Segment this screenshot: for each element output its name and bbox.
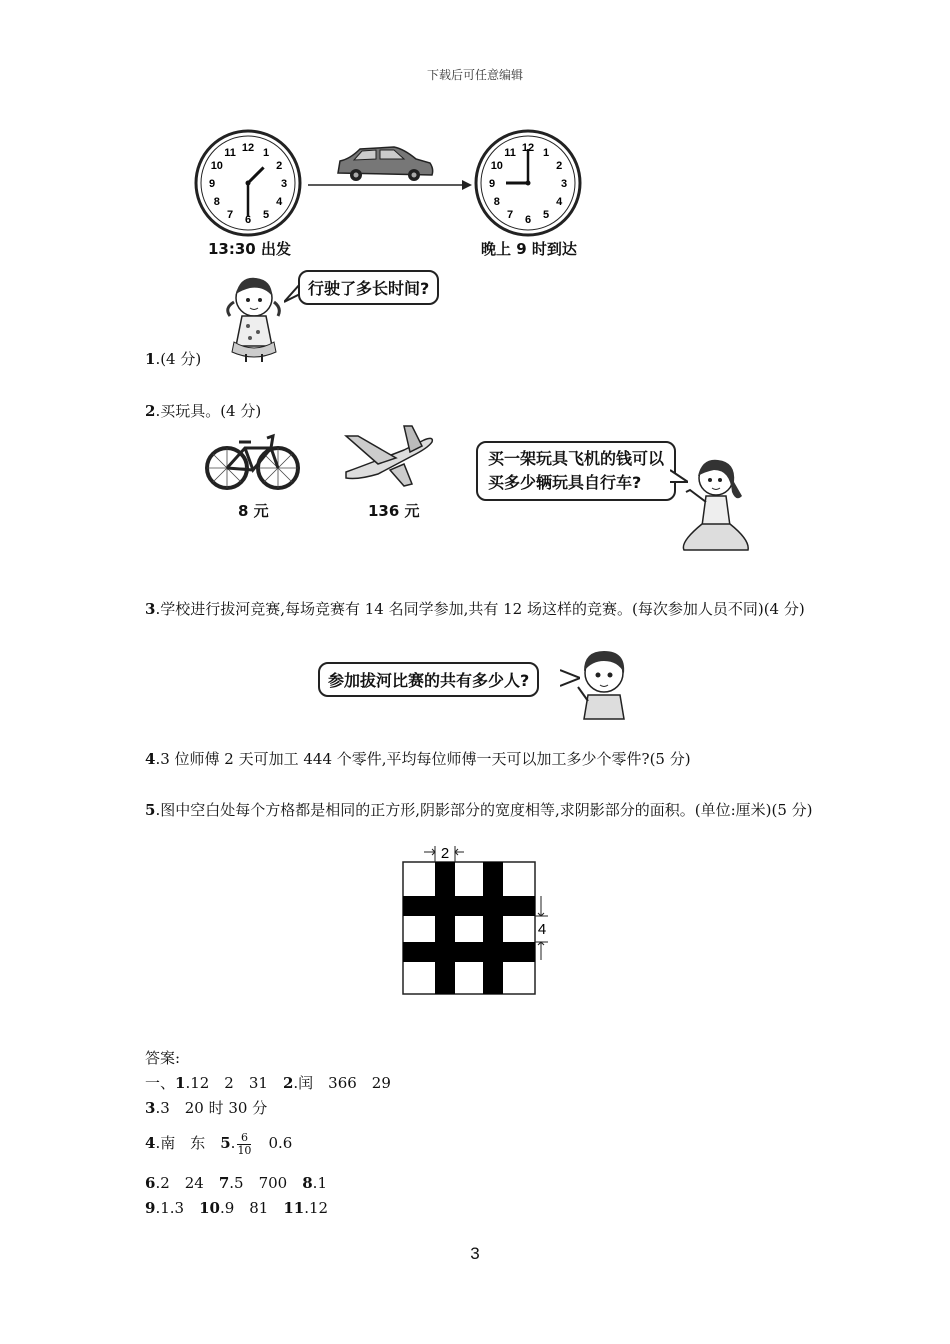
clock-number: 7 <box>506 209 514 222</box>
clock-number: 5 <box>262 209 270 222</box>
answer-line-2: 3.3 20 时 30 分 <box>145 1099 268 1117</box>
clock-number: 11 <box>224 146 236 159</box>
clock-number: 1 <box>262 146 270 159</box>
car-icon <box>338 147 433 181</box>
clock-figure <box>190 125 590 240</box>
clock-number: 4 <box>276 196 283 208</box>
width-label: 2 <box>440 845 450 862</box>
clock-number: 11 <box>504 146 516 159</box>
bicycle-price: 8 元 <box>238 502 269 520</box>
question-2: 2.买玩具。(4 分) <box>145 402 262 420</box>
clock-number: 6 <box>244 214 252 226</box>
question-4: 4.3 位师傅 2 天可加工 444 个零件,平均每位师傅一天可以加工多少个零件?(5 分) <box>145 750 691 768</box>
shaded-strip-v2 <box>483 862 503 994</box>
shaded-grid-figure <box>398 842 558 1000</box>
clock-number: 3 <box>280 178 288 190</box>
clock-number: 5 <box>542 209 550 222</box>
clock-right-caption: 晚上 9 时到达 <box>481 240 577 258</box>
clock-number: 12 <box>521 142 535 154</box>
clock-number: 8 <box>213 196 220 208</box>
clock-number: 4 <box>556 196 563 208</box>
clock-number: 10 <box>490 160 503 172</box>
clock-number: 10 <box>210 160 223 172</box>
page-number: 3 <box>470 1244 480 1263</box>
girl-pointing-illustration <box>680 452 752 556</box>
clock-number: 2 <box>276 160 283 172</box>
boy-illustration <box>572 645 634 720</box>
speech-bubble-3: 参加拔河比赛的共有多少人? <box>318 662 539 697</box>
question-5: 5.图中空白处每个方格都是相同的正方形,阴影部分的宽度相等,求阴影部分的面积。(单位:厘米)(5 分) <box>145 801 813 819</box>
clock-left <box>196 131 300 235</box>
clock-left-caption: 13:30 出发 <box>208 240 291 258</box>
question-3: 3.学校进行拔河竞赛,每场竞赛有 14 名同学参加,共有 12 场这样的竞赛。(每次参加人员不同)(4 分) <box>145 600 805 618</box>
clock-number: 12 <box>241 142 255 154</box>
arrow-head <box>462 180 472 190</box>
question-1: 1.(4 分) <box>145 350 202 368</box>
clock-number: 9 <box>488 178 496 190</box>
bicycle-icon <box>205 430 300 492</box>
answers-title: 答案: <box>145 1049 181 1067</box>
shaded-strip-v1 <box>435 862 455 994</box>
clock-number: 8 <box>493 196 500 208</box>
height-label: 4 <box>537 921 547 938</box>
page-header: 下载后可任意编辑 <box>426 68 523 82</box>
airplane-price: 136 元 <box>368 502 420 520</box>
airplane-icon <box>338 420 438 488</box>
answer-line-5: 9.1.3 10.9 81 11.12 <box>145 1199 329 1217</box>
clock-number: 3 <box>560 178 568 190</box>
clock-number: 1 <box>542 146 550 159</box>
clock-number: 2 <box>556 160 563 172</box>
answer-line-3: 4.南 东 5. $\frac{6}{10}$ 0.6 <box>145 1130 293 1157</box>
clock-right <box>476 131 580 235</box>
answer-line-1: 一、1.12 2 31 2.闰 366 29 <box>145 1074 391 1092</box>
answer-line-4: 6.2 24 7.5 700 8.1 <box>145 1174 327 1192</box>
speech-bubble-2: 买一架玩具飞机的钱可以 买多少辆玩具自行车? <box>476 441 676 501</box>
shaded-strip-h1 <box>403 896 535 916</box>
clock-number: 6 <box>524 214 532 226</box>
speech-bubble-1: 行驶了多长时间? <box>298 270 439 305</box>
fraction: $\frac{6}{10}$ <box>237 1130 252 1157</box>
clock-number: 7 <box>226 209 234 222</box>
grid-square <box>403 862 535 994</box>
clock-number: 9 <box>208 178 216 190</box>
shaded-strip-h2 <box>403 942 535 962</box>
